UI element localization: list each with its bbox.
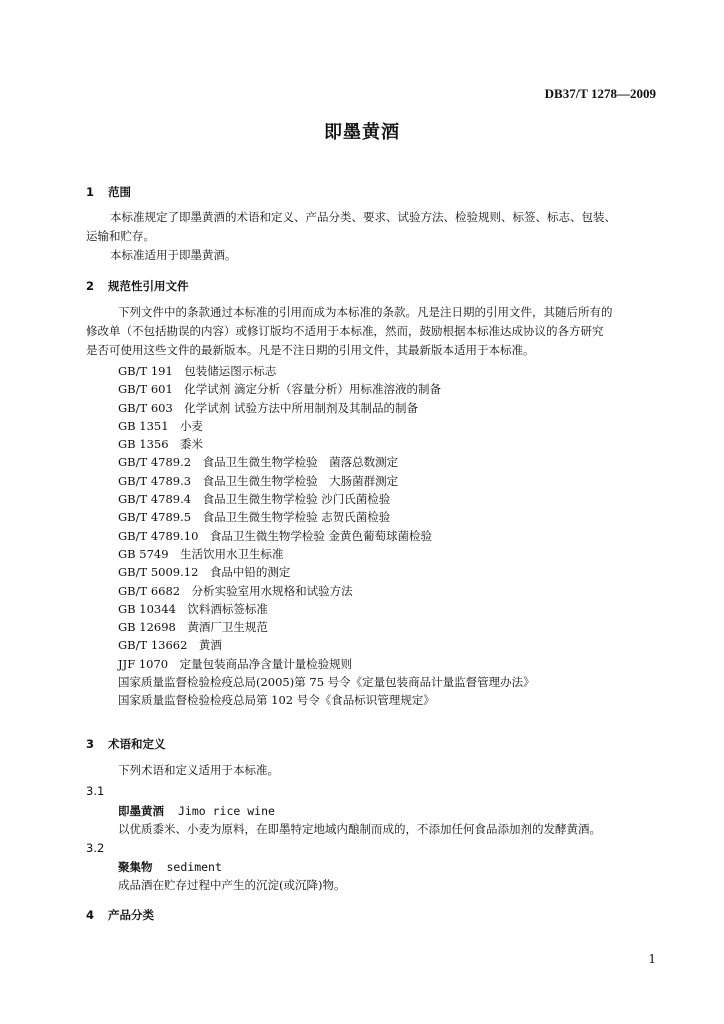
reference-item: GB/T 4789.5 食品卫生微生物学检验 志贺氏菌检验 xyxy=(118,510,391,525)
reference-item: GB 1351 小麦 xyxy=(118,418,204,433)
section-number: 4 xyxy=(86,908,95,922)
document-title: 即墨黄酒 xyxy=(324,122,400,143)
reference-item: GB/T 4789.4 食品卫生微生物学检验 沙门氏菌检验 xyxy=(118,492,391,507)
section-2-heading xyxy=(86,278,189,294)
term-number: 3.2 xyxy=(86,841,105,855)
reference-item: GB/T 4789.2 食品卫生微生物学检验 菌落总数测定 xyxy=(118,455,399,470)
section-1-para-2: 本标准适用于即墨黄酒。 xyxy=(110,248,237,262)
section-title: 术语和定义 xyxy=(108,737,166,751)
term-definition: 以优质黍米、小麦为原料，在即墨特定地域内酿制而成的，不添加任何食品添加剂的发酵黄酒。 xyxy=(118,822,601,836)
section-number: 2 xyxy=(86,279,95,293)
reference-item: GB/T 603 化学试剂 试验方法中所用制剂及其制品的制备 xyxy=(118,400,418,415)
reference-item: GB/T 4789.10 食品卫生微生物学检验 金黄色葡萄球菌检验 xyxy=(118,528,433,543)
reference-item: GB 1356 黍米 xyxy=(118,437,204,452)
term-number: 3.1 xyxy=(86,784,105,798)
section-1-para-1-line-2: 运输和贮存。 xyxy=(86,229,155,243)
term-entry xyxy=(118,859,222,875)
reference-item: GB/T 5009.12 食品中铅的测定 xyxy=(118,565,291,580)
reference-item: GB/T 6682 分析实验室用水规格和试验方法 xyxy=(118,583,353,598)
section-3-heading xyxy=(86,736,166,752)
section-1-heading xyxy=(86,184,131,200)
term-chinese: 即墨黄酒 xyxy=(118,804,164,818)
term-english: Jimo rice wine xyxy=(178,804,275,818)
section-1-para-1-line-1: 本标准规定了即墨黄酒的术语和定义、产品分类、要求、试验方法、检验规则、标签、标志、包装、 xyxy=(110,210,616,224)
term-chinese: 聚集物 xyxy=(118,860,153,874)
reference-item: 国家质量监督检验检疫总局第 102 号令《食品标识管理规定》 xyxy=(118,693,435,708)
reference-item: GB 5749 生活饮用水卫生标准 xyxy=(118,546,284,561)
section-4-heading xyxy=(86,907,154,923)
term-english: sediment xyxy=(166,860,222,874)
reference-item: GB/T 191 包装储运图示标志 xyxy=(118,364,277,378)
section-2-intro-line-2: 修改单（不包括勘误的内容）或修订版均不适用于本标准，然而，鼓励根据本标准达成协议的各方研究 xyxy=(86,324,604,338)
reference-item: JJF 1070 定量包装商品净含量计量检验规则 xyxy=(118,656,353,671)
section-title: 范围 xyxy=(108,185,131,199)
section-title: 规范性引用文件 xyxy=(108,279,189,293)
reference-item: GB/T 4789.3 食品卫生微生物学检验 大肠菌群测定 xyxy=(118,473,399,488)
section-title: 产品分类 xyxy=(108,908,154,922)
reference-item: GB/T 13662 黄酒 xyxy=(118,638,222,653)
reference-item: 国家质量监督检验检疫总局(2005)第 75 号令《定量包装商品计量监督管理办法》 xyxy=(118,675,535,690)
section-number: 1 xyxy=(86,185,95,199)
document-code: DB37/T 1278—2009 xyxy=(544,86,656,101)
section-3-intro: 下列术语和定义适用于本标准。 xyxy=(118,763,279,777)
normative-references-list xyxy=(118,362,535,710)
term-entry xyxy=(118,803,275,819)
section-2-intro-line-1: 下列文件中的条款通过本标准的引用而成为本标准的条款。凡是注日期的引用文件，其随后所有的 xyxy=(118,305,613,319)
section-2-intro-line-3: 是否可使用这些文件的最新版本。凡是不注日期的引用文件，其最新版本适用于本标准。 xyxy=(86,343,535,357)
reference-item: GB 10344 饮料酒标签标准 xyxy=(118,601,268,616)
section-number: 3 xyxy=(86,737,95,751)
reference-item: GB/T 601 化学试剂 滴定分析（容量分析）用标准溶液的制备 xyxy=(118,382,441,397)
page-number: 1 xyxy=(648,952,656,966)
term-definition: 成品酒在贮存过程中产生的沉淀(或沉降)物。 xyxy=(118,878,346,892)
reference-item: GB 12698 黄酒厂卫生规范 xyxy=(118,620,268,635)
